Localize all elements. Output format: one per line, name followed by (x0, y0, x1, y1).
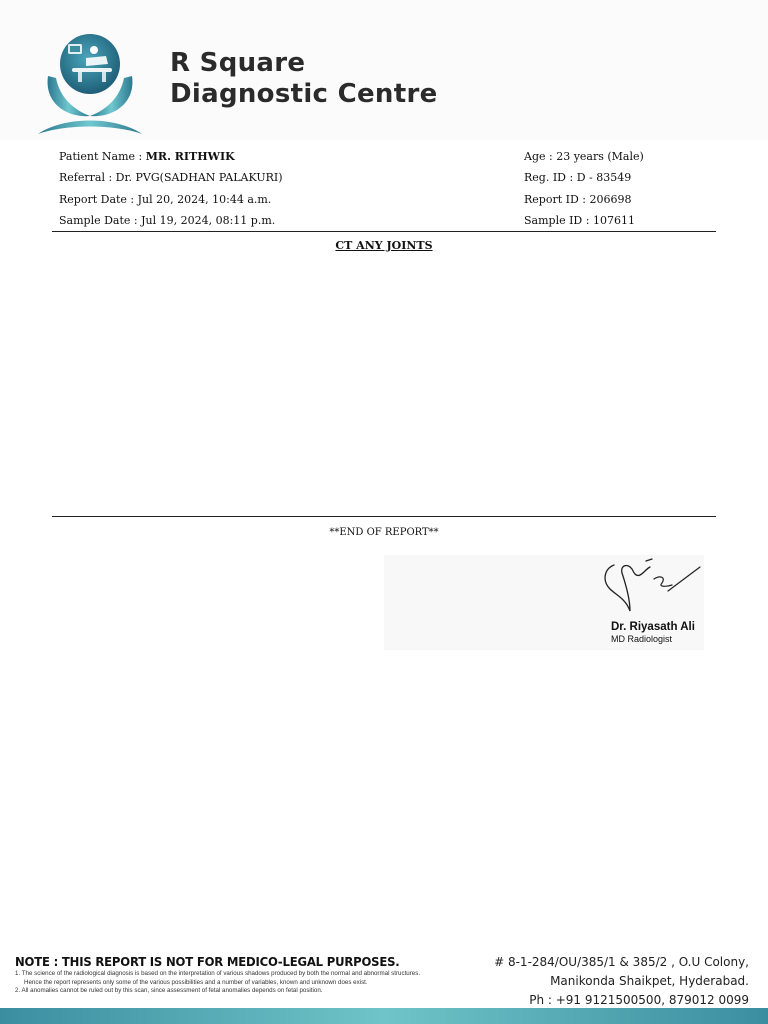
patient-name-label: Patient Name : (59, 150, 143, 163)
report-title (0, 239, 768, 252)
brand-line-2: Diagnostic Centre (170, 79, 438, 109)
centre-address (494, 953, 749, 1010)
note-item-2: 2. All anomalies cannot be ruled out by this scan, since assessment of fetal anomalies depends on fetal position. (15, 987, 323, 995)
doctor-name: Dr. Riyasath Ali (611, 621, 695, 633)
hands-patient-scan-logo-icon (34, 26, 146, 138)
sample-id: Sample ID : 107611 (524, 213, 635, 227)
report-date: Report Date : Jul 20, 2024, 10:44 a.m. (59, 192, 272, 206)
doctor-degree: MD Radiologist (611, 634, 673, 644)
header-divider (52, 231, 716, 232)
sample-date: Sample Date : Jul 19, 2024, 08:11 p.m. (59, 213, 276, 227)
patient-info-left (59, 146, 283, 231)
patient-name-value: MR. RITHWIK (145, 150, 235, 163)
report-id: Report ID : 206698 (524, 192, 632, 206)
note-item-1-continued: Hence the report represents only some of the various possibilities and a number of variables, known and unknown does exist. (24, 978, 368, 986)
brand-line-1: R Square (170, 48, 306, 78)
address-line-2: Manikonda Shaikpet, Hyderabad. (550, 974, 749, 988)
report-header (0, 0, 768, 140)
legal-notes (15, 970, 475, 996)
referral: Referral : Dr. PVG(SADHAN PALAKURI) (59, 171, 283, 185)
doctor-signature-icon (596, 555, 706, 621)
patient-name-row (59, 146, 283, 167)
brand-name (170, 48, 438, 110)
legal-note-title: NOTE : THIS REPORT IS NOT FOR MEDICO-LEGAL PURPOSES. (15, 954, 400, 969)
address-line-1: # 8-1-284/OU/385/1 & 385/2 , O.U Colony, (494, 955, 749, 969)
reg-id: Reg. ID : D - 83549 (524, 171, 632, 185)
end-of-report: **END OF REPORT** (329, 527, 439, 538)
report-body-divider (52, 516, 716, 517)
patient-age: Age : 23 years (Male) (524, 150, 644, 163)
report-title-text: CT ANY JOINTS (335, 239, 433, 252)
note-item-1: 1. The science of the radiological diagnosis is based on the interpretation of various shadows produced by both the normal and abnormal structures. (15, 970, 421, 977)
phone-numbers: Ph : +91 9121500500, 879012 0099 (529, 993, 749, 1007)
patient-info-right (524, 146, 644, 231)
footer-accent-bar (0, 1008, 768, 1024)
